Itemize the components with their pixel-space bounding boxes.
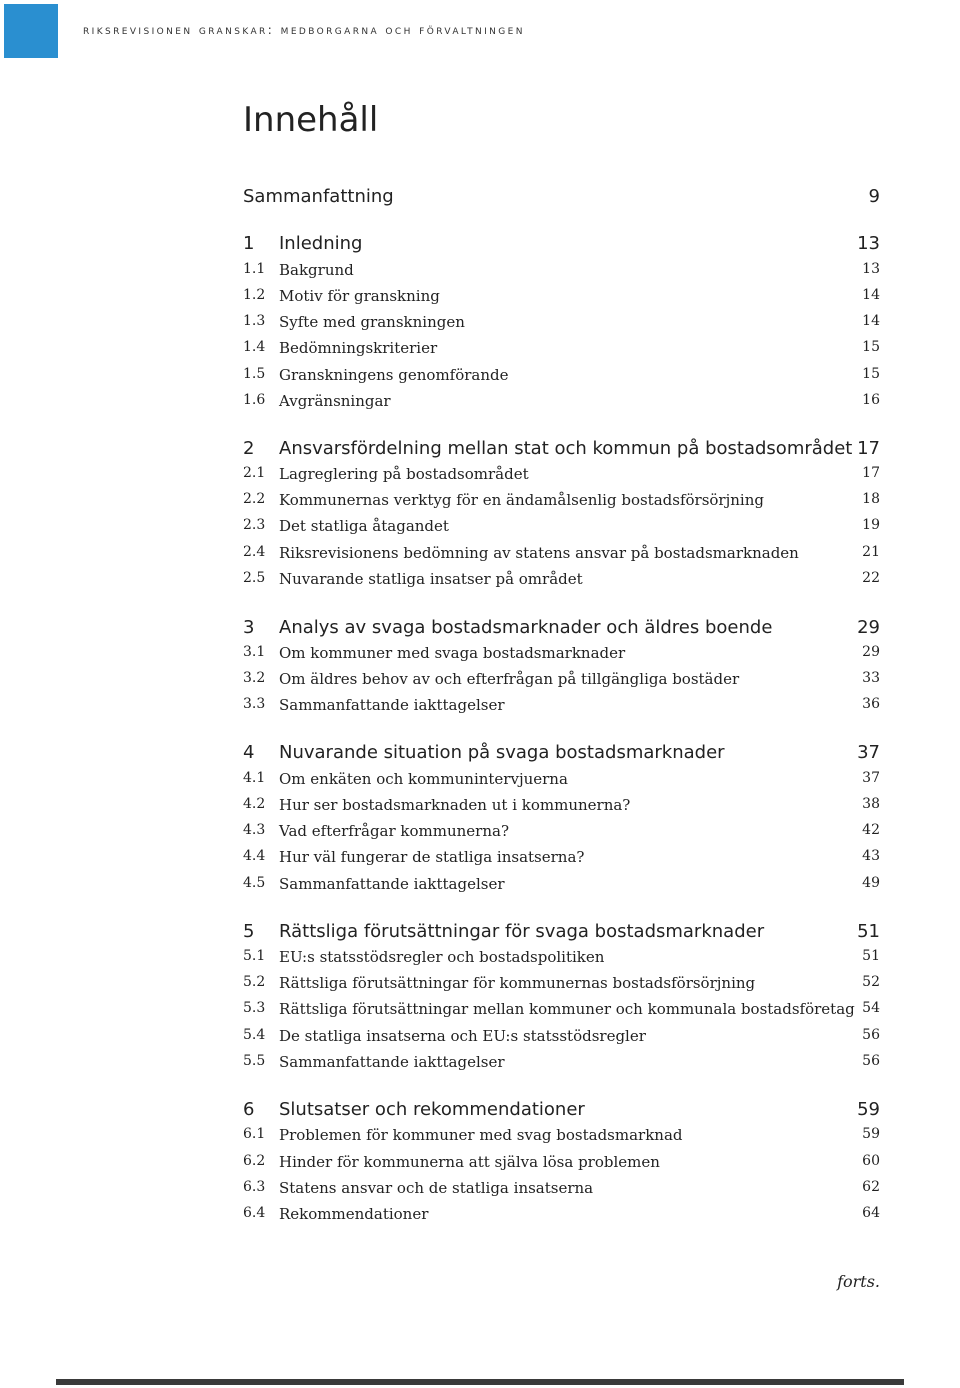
toc-number: 4.5 (243, 875, 266, 891)
toc-number: 1.5 (243, 366, 266, 382)
toc-section-row[interactable] (243, 339, 880, 365)
toc-section-row[interactable] (243, 392, 880, 418)
toc-page-number: 14 (862, 287, 880, 303)
toc-page-number: 19 (862, 517, 880, 533)
toc-page-number: 62 (862, 1179, 880, 1195)
toc-page-number: 17 (857, 438, 880, 459)
toc-page-number: 56 (862, 1027, 880, 1043)
toc-page-number: 18 (862, 491, 880, 507)
toc-section-row[interactable] (243, 1179, 880, 1205)
toc-title: Kommunernas verktyg för en ändamålsenlig bostadsförsörjning (279, 491, 764, 509)
toc-title: Nuvarande situation på svaga bostadsmarknader (279, 742, 725, 763)
toc-section-row[interactable] (243, 517, 880, 543)
toc-page-number: 22 (862, 570, 880, 586)
toc-page-number: 38 (862, 796, 880, 812)
toc-number: 2.4 (243, 544, 266, 560)
toc-title: Syfte med granskningen (279, 313, 465, 331)
toc-number: 3 (243, 617, 255, 638)
toc-number: 1.3 (243, 313, 266, 329)
toc-title: Hinder för kommunerna att själva lösa problemen (279, 1153, 660, 1171)
toc-number: 3.2 (243, 670, 266, 686)
toc-title: Rättsliga förutsättningar för kommunernas bostadsförsörjning (279, 974, 756, 992)
toc-section-row[interactable] (243, 261, 880, 287)
toc-title: Nuvarande statliga insatser på området (279, 570, 583, 588)
continued-note: forts. (837, 1272, 880, 1291)
toc-page-number: 59 (862, 1126, 880, 1142)
toc-section-row[interactable] (243, 670, 880, 696)
toc-title: Riksrevisionens bedömning av statens ansvar på bostadsmarknaden (279, 544, 799, 562)
toc-page-number: 37 (862, 770, 880, 786)
toc-section-row[interactable] (243, 948, 880, 974)
toc-number: 4.3 (243, 822, 266, 838)
toc-title: Om enkäten och kommunintervjuerna (279, 770, 568, 788)
toc-title: Om äldres behov av och efterfrågan på tillgängliga bostäder (279, 670, 740, 688)
toc-number: 6 (243, 1099, 255, 1120)
toc-section-row[interactable] (243, 796, 880, 822)
toc-page-number: 16 (862, 392, 880, 408)
toc-chapter-row[interactable] (243, 233, 880, 259)
toc-number: 5 (243, 921, 255, 942)
accent-block (4, 4, 58, 58)
toc-page-number: 13 (862, 261, 880, 277)
toc-number: 2.1 (243, 465, 266, 481)
toc-title: Statens ansvar och de statliga insatserna (279, 1179, 594, 1197)
toc-title: Sammanfattande iakttagelser (279, 1053, 505, 1071)
toc-page-number: 60 (862, 1153, 880, 1169)
toc-page-number: 17 (862, 465, 880, 481)
toc-section-row[interactable] (243, 822, 880, 848)
toc-title: Rekommendationer (279, 1205, 429, 1223)
toc-number: 5.1 (243, 948, 266, 964)
toc-page-number: 51 (862, 948, 880, 964)
toc-chapter-row[interactable] (243, 617, 880, 643)
toc-title: Analys av svaga bostadsmarknader och äldres boende (279, 617, 773, 638)
toc-number: 6.4 (243, 1205, 266, 1221)
toc-section-row[interactable] (243, 1000, 880, 1026)
toc-section-row[interactable] (243, 974, 880, 1000)
toc-title: Ansvarsfördelning mellan stat och kommun på bostadsområdet (279, 438, 853, 459)
toc-page-number: 37 (857, 742, 880, 763)
bottom-rule (56, 1379, 904, 1385)
toc-section-row[interactable] (243, 366, 880, 392)
toc-number: 2.3 (243, 517, 266, 533)
toc-number: 6.2 (243, 1153, 266, 1169)
toc-page-number: 13 (857, 233, 880, 254)
toc-page-number: 29 (857, 617, 880, 638)
toc-page-number: 36 (862, 696, 880, 712)
toc-page-number: 42 (862, 822, 880, 838)
toc-page-number: 14 (862, 313, 880, 329)
toc-title: Vad efterfrågar kommunerna? (279, 822, 510, 840)
toc-page-number: 21 (862, 544, 880, 560)
toc-number: 4.2 (243, 796, 266, 812)
toc-page-number: 15 (862, 339, 880, 355)
toc-title: Avgränsningar (279, 392, 391, 410)
toc-number: 1.1 (243, 261, 266, 277)
toc-section-row[interactable] (243, 875, 880, 901)
toc-page-number: 52 (862, 974, 880, 990)
toc-page-number: 56 (862, 1053, 880, 1069)
toc-title: Sammanfattande iakttagelser (279, 696, 505, 714)
toc-number: 5.2 (243, 974, 266, 990)
toc-title: Det statliga åtagandet (279, 517, 449, 535)
toc-section-row[interactable] (243, 544, 880, 570)
toc-number: 5.5 (243, 1053, 266, 1069)
toc-title: Slutsatser och rekommendationer (279, 1099, 585, 1120)
toc-number: 4.1 (243, 770, 266, 786)
toc-section-row[interactable] (243, 1027, 880, 1053)
toc-number: 5.3 (243, 1000, 266, 1016)
toc-section-row[interactable] (243, 465, 880, 491)
toc-title: Rättsliga förutsättningar för svaga bostadsmarknader (279, 921, 765, 942)
toc-title: Hur väl fungerar de statliga insatserna? (279, 848, 585, 866)
running-header: riksrevisionen granskar: medborgarna och förvaltningen (83, 22, 525, 37)
toc-number: 2.2 (243, 491, 266, 507)
toc-number: 6.3 (243, 1179, 266, 1195)
toc-number: 4.4 (243, 848, 266, 864)
toc-page-number: 33 (862, 670, 880, 686)
toc-section-row[interactable] (243, 696, 880, 722)
toc-title: Bedömningskriterier (279, 339, 438, 357)
toc-title: De statliga insatserna och EU:s statsstödsregler (279, 1027, 646, 1045)
toc-page-number: 43 (862, 848, 880, 864)
toc-title: EU:s statsstödsregler och bostadspolitiken (279, 948, 605, 966)
toc-section-row[interactable] (243, 313, 880, 339)
toc-number: 3.1 (243, 644, 266, 660)
toc-title: Bakgrund (279, 261, 354, 279)
toc-section-row[interactable] (243, 1153, 880, 1179)
toc-chapter-row[interactable] (243, 438, 880, 464)
toc-section-row[interactable] (243, 1126, 880, 1152)
toc-chapter-row[interactable] (243, 1099, 880, 1125)
toc-page-number: 59 (857, 1099, 880, 1120)
toc-title: Motiv för granskning (279, 287, 440, 305)
toc-chapter-row[interactable] (243, 742, 880, 768)
toc-page-number: 15 (862, 366, 880, 382)
toc-page-number: 49 (862, 875, 880, 891)
toc-section-row[interactable] (243, 770, 880, 796)
toc-section-row[interactable] (243, 287, 880, 313)
toc-section-row[interactable] (243, 570, 880, 596)
toc-number: 2 (243, 438, 255, 459)
toc-page-number: 54 (862, 1000, 880, 1016)
toc-page-number: 29 (862, 644, 880, 660)
toc-page-number: 9 (868, 186, 880, 207)
toc-page-number: 64 (862, 1205, 880, 1221)
toc-section-row[interactable] (243, 1205, 880, 1231)
toc-page-number: 51 (857, 921, 880, 942)
toc-number: 5.4 (243, 1027, 266, 1043)
toc-title: Om kommuner med svaga bostadsmarknader (279, 644, 626, 662)
toc-title: Inledning (279, 233, 363, 254)
toc-number: 2.5 (243, 570, 266, 586)
toc-number: 4 (243, 742, 255, 763)
toc-title: Hur ser bostadsmarknaden ut i kommunerna? (279, 796, 631, 814)
page-title: Innehåll (243, 100, 379, 140)
toc-section-row[interactable] (243, 1053, 880, 1079)
toc-number: 6.1 (243, 1126, 266, 1142)
toc-title: Lagreglering på bostadsområdet (279, 465, 529, 483)
toc-section-row[interactable] (243, 848, 880, 874)
toc-chapter-row[interactable] (243, 921, 880, 947)
toc-number: 1.2 (243, 287, 266, 303)
toc-title: Granskningens genomförande (279, 366, 509, 384)
toc-number: 1.4 (243, 339, 266, 355)
toc-section-row[interactable] (243, 644, 880, 670)
toc-number: 1.6 (243, 392, 266, 408)
toc-number: 3.3 (243, 696, 266, 712)
toc-number: 1 (243, 233, 255, 254)
toc-title: Rättsliga förutsättningar mellan kommuner och kommunala bostadsföretag (279, 1000, 855, 1018)
toc-chapter-row[interactable] (243, 186, 880, 212)
toc-section-row[interactable] (243, 491, 880, 517)
toc-title: Sammanfattande iakttagelser (279, 875, 505, 893)
toc-title: Sammanfattning (243, 186, 394, 207)
toc-title: Problemen för kommuner med svag bostadsmarknad (279, 1126, 683, 1144)
